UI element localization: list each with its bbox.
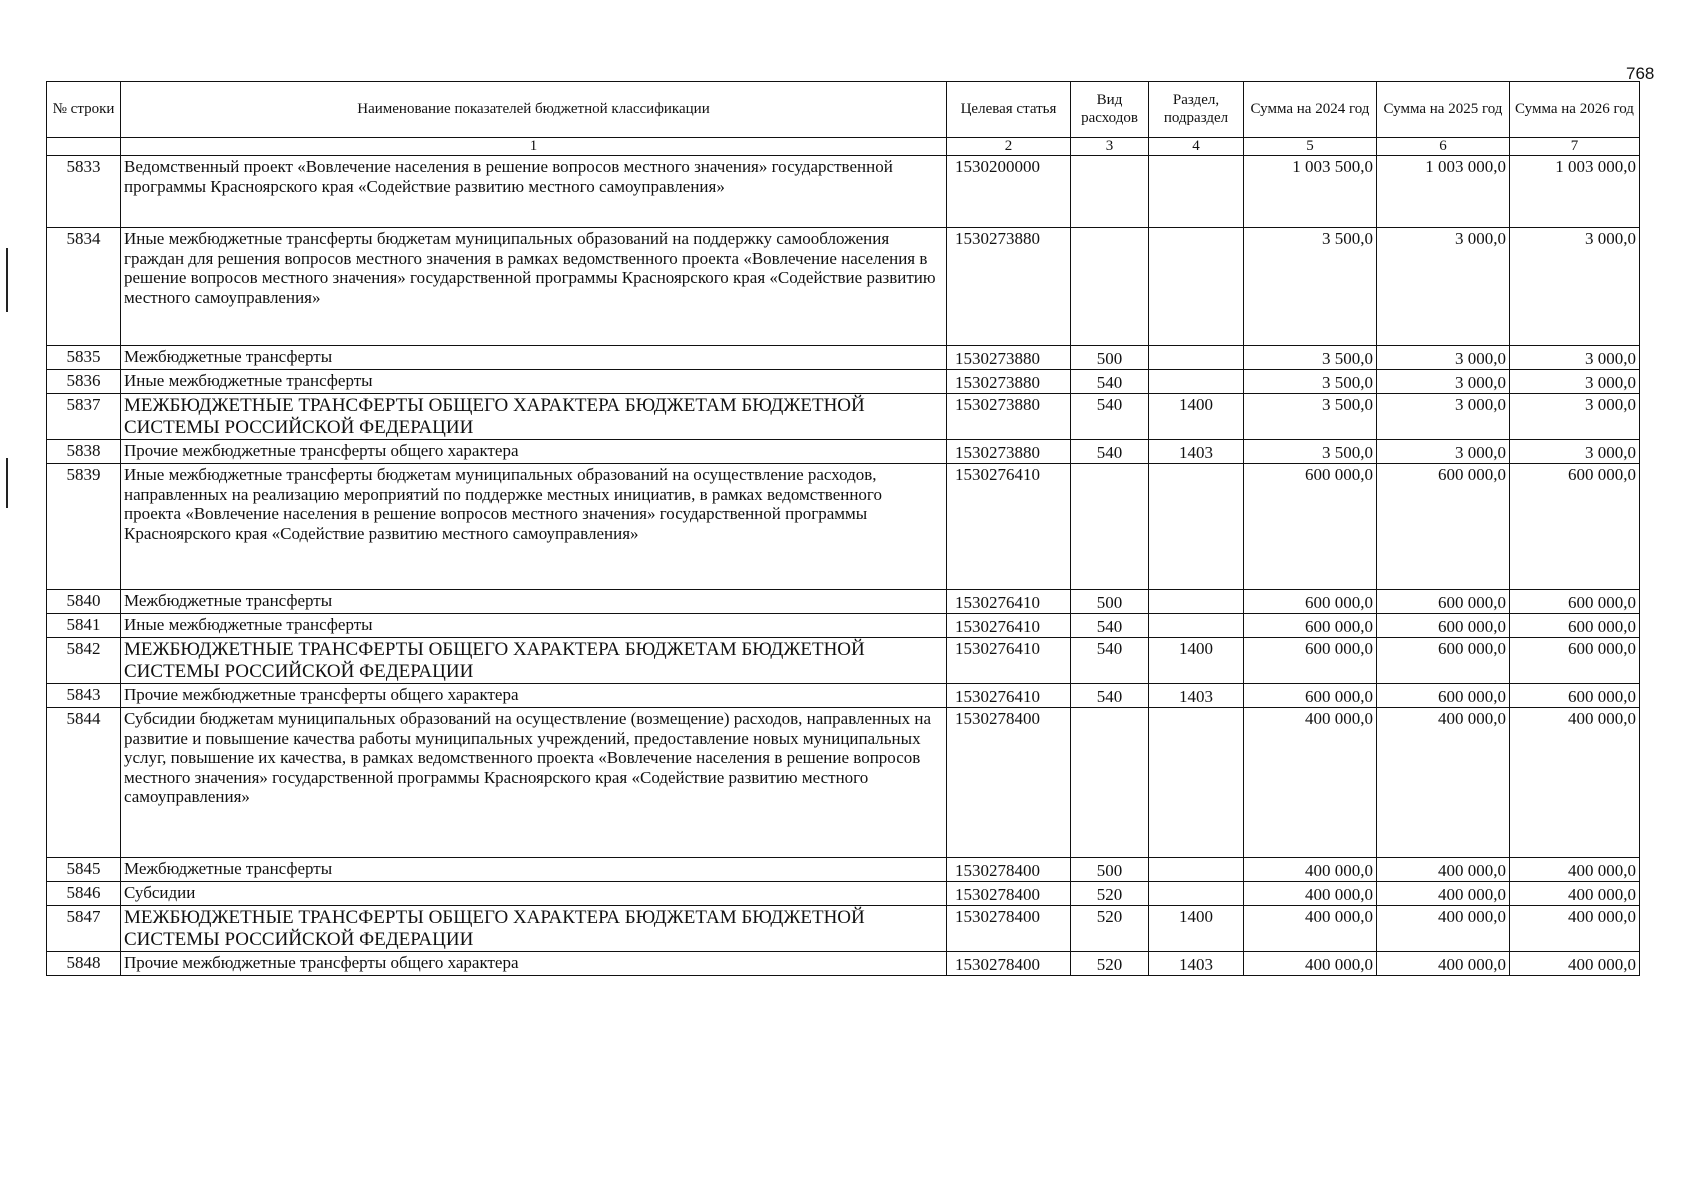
row-sum-2024-cell: 600 000,0: [1244, 638, 1377, 684]
header-sum-2025: Сумма на 2025 год: [1377, 82, 1510, 138]
row-target-cell: 1530273880: [947, 228, 1071, 346]
row-sum-2026-cell: 3 000,0: [1510, 370, 1640, 394]
row-section-cell: [1149, 228, 1244, 346]
row-sum-2026-cell: 600 000,0: [1510, 464, 1640, 590]
row-target-cell: 1530278400: [947, 952, 1071, 976]
table-row: [47, 370, 1640, 394]
table-row: [47, 464, 1640, 590]
row-section-cell: [1149, 156, 1244, 228]
row-name-cell: Прочие межбюджетные трансферты общего характера: [121, 440, 947, 464]
table-row: [47, 440, 1640, 464]
row-target-cell: 1530273880: [947, 394, 1071, 440]
row-sum-2025-cell: 400 000,0: [1377, 906, 1510, 952]
row-name-cell: Иные межбюджетные трансферты бюджетам муниципальных образований на поддержку самообложения граждан для решения вопросов местного значения в рамках ведомственного проекта «Вовлечение населения в решение вопросов местного значения» государственной программы Красноярского края «Содействие развитию местного самоуправления»: [121, 228, 947, 346]
row-target-cell: 1530276410: [947, 614, 1071, 638]
row-type-cell: 500: [1071, 858, 1149, 882]
row-sum-2024-cell: 600 000,0: [1244, 590, 1377, 614]
row-sum-2025-cell: 3 000,0: [1377, 394, 1510, 440]
row-sum-2024-cell: 600 000,0: [1244, 684, 1377, 708]
row-name-cell: Иные межбюджетные трансферты: [121, 370, 947, 394]
row-number-cell: 5833: [47, 156, 121, 228]
row-type-cell: 540: [1071, 370, 1149, 394]
row-name-cell: МЕЖБЮДЖЕТНЫЕ ТРАНСФЕРТЫ ОБЩЕГО ХАРАКТЕРА БЮДЖЕТАМ БЮДЖЕТНОЙ СИСТЕМЫ РОССИЙСКОЙ ФЕДЕРАЦИИ: [121, 394, 947, 440]
column-number: 6: [1377, 138, 1510, 156]
table-row: [47, 590, 1640, 614]
row-sum-2024-cell: 3 500,0: [1244, 370, 1377, 394]
column-number: 7: [1510, 138, 1640, 156]
row-name-cell: Прочие межбюджетные трансферты общего характера: [121, 952, 947, 976]
row-sum-2025-cell: 1 003 000,0: [1377, 156, 1510, 228]
row-sum-2026-cell: 3 000,0: [1510, 228, 1640, 346]
row-sum-2024-cell: 400 000,0: [1244, 952, 1377, 976]
row-number-cell: 5836: [47, 370, 121, 394]
row-name-cell: Субсидии: [121, 882, 947, 906]
row-section-cell: 1403: [1149, 952, 1244, 976]
header-row-no: № строки: [47, 82, 121, 138]
row-number-cell: 5844: [47, 708, 121, 858]
row-number-cell: 5840: [47, 590, 121, 614]
row-name-cell: Иные межбюджетные трансферты бюджетам муниципальных образований на осуществление расходов, направленных на реализацию мероприятий по поддержке местных инициатив, в рамках ведомственного проекта «Вовлечение населения в решение вопросов местного значения» государственной программы Красноярского края «Содействие развитию местного самоуправления»: [121, 464, 947, 590]
row-sum-2026-cell: 600 000,0: [1510, 614, 1640, 638]
row-target-cell: 1530276410: [947, 464, 1071, 590]
row-sum-2026-cell: 3 000,0: [1510, 346, 1640, 370]
row-name-cell: Иные межбюджетные трансферты: [121, 614, 947, 638]
row-target-cell: 1530278400: [947, 882, 1071, 906]
row-sum-2025-cell: 400 000,0: [1377, 708, 1510, 858]
table-body: [47, 156, 1640, 976]
row-sum-2024-cell: 3 500,0: [1244, 440, 1377, 464]
row-sum-2024-cell: 400 000,0: [1244, 708, 1377, 858]
table-row: [47, 684, 1640, 708]
row-sum-2024-cell: 400 000,0: [1244, 906, 1377, 952]
row-sum-2025-cell: 400 000,0: [1377, 858, 1510, 882]
row-sum-2024-cell: 400 000,0: [1244, 858, 1377, 882]
row-number-cell: 5837: [47, 394, 121, 440]
row-type-cell: [1071, 464, 1149, 590]
row-type-cell: 540: [1071, 614, 1149, 638]
row-sum-2024-cell: 400 000,0: [1244, 882, 1377, 906]
row-type-cell: 520: [1071, 882, 1149, 906]
row-number-cell: 5841: [47, 614, 121, 638]
column-number-blank: [47, 138, 121, 156]
row-sum-2024-cell: 3 500,0: [1244, 394, 1377, 440]
table-row: [47, 952, 1640, 976]
budget-table: [46, 81, 1640, 976]
row-type-cell: 500: [1071, 590, 1149, 614]
row-name-cell: Ведомственный проект «Вовлечение населения в решение вопросов местного значения» государственной программы Красноярского края «Содействие развитию местного самоуправления»: [121, 156, 947, 228]
table-row: [47, 614, 1640, 638]
row-number-cell: 5846: [47, 882, 121, 906]
column-number: 3: [1071, 138, 1149, 156]
row-sum-2026-cell: 400 000,0: [1510, 858, 1640, 882]
row-section-cell: [1149, 464, 1244, 590]
row-type-cell: 540: [1071, 684, 1149, 708]
row-number-cell: 5835: [47, 346, 121, 370]
header-sum-2024: Сумма на 2024 год: [1244, 82, 1377, 138]
row-sum-2024-cell: 600 000,0: [1244, 464, 1377, 590]
row-sum-2025-cell: 3 000,0: [1377, 440, 1510, 464]
row-target-cell: 1530278400: [947, 708, 1071, 858]
row-target-cell: 1530276410: [947, 590, 1071, 614]
table-row: [47, 228, 1640, 346]
row-sum-2024-cell: 3 500,0: [1244, 346, 1377, 370]
row-type-cell: 520: [1071, 906, 1149, 952]
header-row: [47, 82, 1640, 138]
row-section-cell: [1149, 370, 1244, 394]
row-sum-2025-cell: 600 000,0: [1377, 684, 1510, 708]
table-row: [47, 394, 1640, 440]
row-sum-2026-cell: 400 000,0: [1510, 882, 1640, 906]
row-target-cell: 1530273880: [947, 370, 1071, 394]
row-sum-2025-cell: 3 000,0: [1377, 346, 1510, 370]
row-number-cell: 5838: [47, 440, 121, 464]
row-type-cell: [1071, 228, 1149, 346]
row-sum-2025-cell: 400 000,0: [1377, 882, 1510, 906]
row-number-cell: 5834: [47, 228, 121, 346]
table-row: [47, 638, 1640, 684]
scan-margin-mark: [6, 458, 8, 508]
row-section-cell: 1400: [1149, 906, 1244, 952]
row-section-cell: 1400: [1149, 394, 1244, 440]
row-target-cell: 1530273880: [947, 440, 1071, 464]
row-section-cell: [1149, 614, 1244, 638]
column-number: 2: [947, 138, 1071, 156]
row-type-cell: 540: [1071, 440, 1149, 464]
header-target: Целевая статья: [947, 82, 1071, 138]
row-target-cell: 1530276410: [947, 684, 1071, 708]
column-number: 1: [121, 138, 947, 156]
row-type-cell: 540: [1071, 394, 1149, 440]
row-number-cell: 5847: [47, 906, 121, 952]
row-name-cell: Межбюджетные трансферты: [121, 590, 947, 614]
row-sum-2026-cell: 1 003 000,0: [1510, 156, 1640, 228]
table-row: [47, 906, 1640, 952]
header-name: Наименование показателей бюджетной классификации: [121, 82, 947, 138]
row-sum-2025-cell: 600 000,0: [1377, 614, 1510, 638]
row-sum-2024-cell: 600 000,0: [1244, 614, 1377, 638]
row-name-cell: Межбюджетные трансферты: [121, 858, 947, 882]
row-sum-2026-cell: 400 000,0: [1510, 708, 1640, 858]
row-sum-2025-cell: 600 000,0: [1377, 464, 1510, 590]
row-sum-2026-cell: 400 000,0: [1510, 906, 1640, 952]
header-sum-2026: Сумма на 2026 год: [1510, 82, 1640, 138]
row-target-cell: 1530278400: [947, 906, 1071, 952]
row-number-cell: 5845: [47, 858, 121, 882]
row-type-cell: [1071, 156, 1149, 228]
row-sum-2024-cell: 3 500,0: [1244, 228, 1377, 346]
row-type-cell: 500: [1071, 346, 1149, 370]
row-number-cell: 5848: [47, 952, 121, 976]
row-number-cell: 5842: [47, 638, 121, 684]
row-name-cell: МЕЖБЮДЖЕТНЫЕ ТРАНСФЕРТЫ ОБЩЕГО ХАРАКТЕРА БЮДЖЕТАМ БЮДЖЕТНОЙ СИСТЕМЫ РОССИЙСКОЙ ФЕДЕРАЦИИ: [121, 638, 947, 684]
row-sum-2026-cell: 3 000,0: [1510, 440, 1640, 464]
table-row: [47, 156, 1640, 228]
row-number-cell: 5839: [47, 464, 121, 590]
scan-margin-mark: [6, 248, 8, 312]
page-number: 768: [1626, 64, 1655, 83]
row-section-cell: [1149, 882, 1244, 906]
row-sum-2025-cell: 600 000,0: [1377, 590, 1510, 614]
row-name-cell: Межбюджетные трансферты: [121, 346, 947, 370]
row-section-cell: [1149, 346, 1244, 370]
row-sum-2026-cell: 3 000,0: [1510, 394, 1640, 440]
row-name-cell: Прочие межбюджетные трансферты общего характера: [121, 684, 947, 708]
row-type-cell: 540: [1071, 638, 1149, 684]
table-row: [47, 882, 1640, 906]
row-target-cell: 1530276410: [947, 638, 1071, 684]
row-sum-2026-cell: 400 000,0: [1510, 952, 1640, 976]
row-sum-2026-cell: 600 000,0: [1510, 638, 1640, 684]
table-row: [47, 708, 1640, 858]
row-section-cell: 1403: [1149, 684, 1244, 708]
row-section-cell: [1149, 858, 1244, 882]
row-sum-2024-cell: 1 003 500,0: [1244, 156, 1377, 228]
row-sum-2025-cell: 3 000,0: [1377, 228, 1510, 346]
row-target-cell: 1530278400: [947, 858, 1071, 882]
column-number-row: [47, 138, 1640, 156]
row-target-cell: 1530273880: [947, 346, 1071, 370]
row-section-cell: 1403: [1149, 440, 1244, 464]
table-row: [47, 346, 1640, 370]
column-number: 5: [1244, 138, 1377, 156]
row-sum-2026-cell: 600 000,0: [1510, 590, 1640, 614]
row-sum-2025-cell: 3 000,0: [1377, 370, 1510, 394]
row-name-cell: МЕЖБЮДЖЕТНЫЕ ТРАНСФЕРТЫ ОБЩЕГО ХАРАКТЕРА БЮДЖЕТАМ БЮДЖЕТНОЙ СИСТЕМЫ РОССИЙСКОЙ ФЕДЕРАЦИИ: [121, 906, 947, 952]
row-section-cell: [1149, 590, 1244, 614]
header-section: Раздел, подраздел: [1149, 82, 1244, 138]
row-sum-2025-cell: 400 000,0: [1377, 952, 1510, 976]
row-sum-2026-cell: 600 000,0: [1510, 684, 1640, 708]
column-number: 4: [1149, 138, 1244, 156]
row-section-cell: 1400: [1149, 638, 1244, 684]
row-type-cell: [1071, 708, 1149, 858]
row-name-cell: Субсидии бюджетам муниципальных образований на осуществление (возмещение) расходов, направленных на развитие и повышение качества работы муниципальных учреждений, предоставление новых муниципальных услуг, повышение их качества, в рамках ведомственного проекта «Вовлечение населения в решение вопросов местного значения» государственной программы Красноярского края «Содействие развитию местного самоуправления»: [121, 708, 947, 858]
row-sum-2025-cell: 600 000,0: [1377, 638, 1510, 684]
row-section-cell: [1149, 708, 1244, 858]
row-type-cell: 520: [1071, 952, 1149, 976]
row-target-cell: 1530200000: [947, 156, 1071, 228]
table-row: [47, 858, 1640, 882]
row-number-cell: 5843: [47, 684, 121, 708]
header-type: Вид расходов: [1071, 82, 1149, 138]
